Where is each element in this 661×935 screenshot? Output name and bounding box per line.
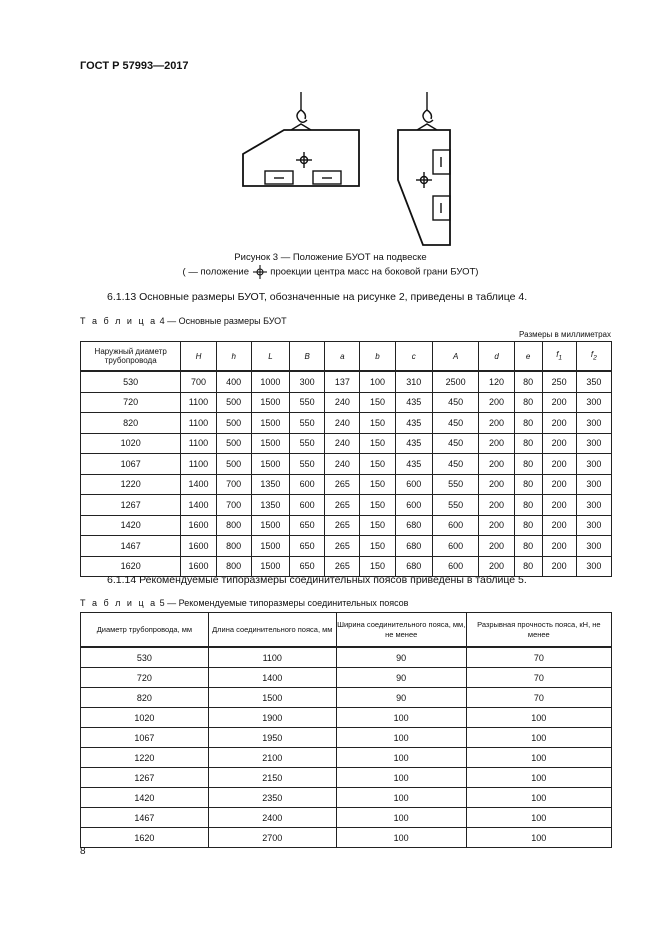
table-cell: 1467 [81,536,181,557]
table-cell: 1600 [181,536,216,557]
table-cell: 150 [360,536,395,557]
table-cell: 1600 [181,556,216,577]
table-cell: 100 [466,788,611,808]
figure-caption-note [0,265,661,280]
table-cell: 80 [514,474,542,495]
table-cell: 300 [576,536,611,557]
table-4-header-cell: h [216,342,251,372]
table-row [81,708,612,728]
table-row [81,495,612,516]
table-4-header-cell: e [514,342,542,372]
table-cell: 1100 [181,433,216,454]
table-cell: 820 [81,413,181,434]
table-cell: 530 [81,647,209,668]
table-cell: 530 [81,371,181,392]
table-cell: 1420 [81,515,181,536]
table-cell: 240 [325,413,360,434]
table-cell: 650 [290,515,325,536]
table-cell: 435 [395,392,432,413]
table-cell: 240 [325,454,360,475]
table-cell: 800 [216,556,251,577]
table-cell: 1500 [251,392,289,413]
table-cell: 100 [336,768,466,788]
table-5-belt-sizes [80,612,612,848]
table-cell: 80 [514,454,542,475]
table-cell: 450 [432,392,479,413]
table-cell: 500 [216,413,251,434]
table-cell: 310 [395,371,432,392]
table-cell: 550 [432,474,479,495]
table-cell: 100 [360,371,395,392]
table-cell: 200 [479,474,514,495]
table-cell: 720 [81,668,209,688]
table-cell: 1620 [81,556,181,577]
table-cell: 100 [336,788,466,808]
table-cell: 700 [216,495,251,516]
table-cell: 1400 [181,495,216,516]
table-cell: 150 [360,474,395,495]
table-cell: 150 [360,413,395,434]
table-cell: 100 [336,748,466,768]
table-cell: 720 [81,392,181,413]
table-cell: 137 [325,371,360,392]
table-cell: 600 [290,474,325,495]
table-cell: 2350 [208,788,336,808]
table-cell: 680 [395,515,432,536]
table-cell: 200 [479,495,514,516]
table-cell: 600 [432,556,479,577]
table-cell: 150 [360,556,395,577]
table-cell: 1100 [208,647,336,668]
table-cell: 100 [466,768,611,788]
table-4-caption [80,316,287,326]
table-row [81,413,612,434]
table-cell: 1400 [208,668,336,688]
table-cell: 700 [216,474,251,495]
document-header: ГОСТ Р 57993—2017 [80,60,189,72]
table-cell: 435 [395,454,432,475]
table-cell: 200 [479,392,514,413]
table-cell: 680 [395,536,432,557]
table-cell: 2700 [208,828,336,848]
table-cell: 800 [216,536,251,557]
table-cell: 1500 [251,556,289,577]
table-cell: 200 [542,474,576,495]
figure-caption [0,251,661,280]
table-cell: 1020 [81,708,209,728]
table-cell: 265 [325,556,360,577]
table-cell: 100 [336,708,466,728]
table-cell: 80 [514,392,542,413]
table-cell: 200 [479,536,514,557]
table-cell: 550 [290,392,325,413]
table-5-header-cell: Длина соединительного пояса, мм [208,613,336,648]
table-row [81,371,612,392]
table-cell: 1400 [181,474,216,495]
table-cell: 1267 [81,768,209,788]
table-cell: 300 [576,433,611,454]
table-4-number: 4 [159,316,165,326]
table-4-header-row [81,342,612,372]
table-4-header-cell: $f_2$ [576,342,611,372]
table-cell: 1500 [251,433,289,454]
table-cell: 80 [514,413,542,434]
table-row [81,536,612,557]
table-cell: 1500 [208,688,336,708]
table-cell: 120 [479,371,514,392]
table-cell: 70 [466,688,611,708]
table-cell: 200 [542,556,576,577]
table-cell: 600 [432,515,479,536]
table-4-header-cell: H [181,342,216,372]
table-cell: 150 [360,392,395,413]
table-4-header-cell: b [360,342,395,372]
table-cell: 2100 [208,748,336,768]
figure-caption-title: Рисунок 3 — Положение БУОТ на подвеске [234,252,427,263]
table-cell: 200 [542,495,576,516]
table-row [81,668,612,688]
table-5-caption [80,598,408,608]
table-cell: 1420 [81,788,209,808]
table-row [81,808,612,828]
table-cell: 80 [514,371,542,392]
table-cell: 265 [325,495,360,516]
caption-note-end: проекции центра масс на боковой грани БУОТ) [270,266,479,278]
table-cell: 240 [325,433,360,454]
table-cell: 800 [216,515,251,536]
table-row [81,454,612,475]
table-cell: 150 [360,433,395,454]
table-4-header-cell: A [432,342,479,372]
table-row [81,647,612,668]
table-cell: 265 [325,474,360,495]
table-cell: 1100 [181,454,216,475]
table-cell: 2150 [208,768,336,788]
table-cell: 1900 [208,708,336,728]
table-cell: 1950 [208,728,336,748]
table-cell: 200 [479,433,514,454]
table-cell: 450 [432,433,479,454]
table-cell: 550 [290,433,325,454]
table-cell: 650 [290,556,325,577]
table-cell: 80 [514,536,542,557]
table-4-header-cell: Наружный диаметр трубопровода [81,342,181,372]
table-cell: 450 [432,454,479,475]
table-4-main-dimensions [80,341,612,577]
table-cell: 70 [466,668,611,688]
table-cell: 550 [432,495,479,516]
table-cell: 500 [216,392,251,413]
table-cell: 650 [290,536,325,557]
table-cell: 300 [576,454,611,475]
table-cell: 150 [360,515,395,536]
table-cell: 1467 [81,808,209,828]
table-5-header-cell: Диаметр трубопровода, мм [81,613,209,648]
table-cell: 80 [514,515,542,536]
table-cell: 700 [181,371,216,392]
table-cell: 80 [514,556,542,577]
table-row [81,768,612,788]
paragraph-6-1-14: 6.1.14 Рекомендуемые типоразмеры соединительных поясов приведены в таблице 5. [107,574,527,586]
table-cell: 2500 [432,371,479,392]
table-cell: 200 [542,454,576,475]
table-cell: 300 [290,371,325,392]
table-cell: 550 [290,454,325,475]
table-cell: 300 [576,392,611,413]
table-cell: 200 [542,392,576,413]
table-row [81,788,612,808]
table-4-header-cell: L [251,342,289,372]
table-cell: 200 [542,433,576,454]
table-5-header-row [81,613,612,648]
table-cell: 70 [466,647,611,668]
table-cell: 300 [576,495,611,516]
table-cell: 1100 [181,392,216,413]
table-cell: 265 [325,536,360,557]
table-cell: 1067 [81,454,181,475]
table-cell: 300 [576,474,611,495]
table-cell: 2400 [208,808,336,828]
table-4-label: Т а б л и ц а [80,316,158,326]
table-cell: 600 [395,474,432,495]
table-cell: 200 [479,413,514,434]
table-cell: 90 [336,668,466,688]
table-row [81,474,612,495]
table-4-header-cell: d [479,342,514,372]
table-row [81,515,612,536]
table-cell: 300 [576,413,611,434]
table-cell: 1220 [81,748,209,768]
table-cell: 435 [395,433,432,454]
table-cell: 450 [432,413,479,434]
table-cell: 1000 [251,371,289,392]
table-cell: 100 [466,748,611,768]
table-5-number: 5 [159,598,165,608]
table-5-header-cell: Ширина соединительного пояса, мм, не менее [336,613,466,648]
table-cell: 300 [576,556,611,577]
table-cell: 90 [336,647,466,668]
table-4-header-cell: B [290,342,325,372]
table-cell: 400 [216,371,251,392]
table-cell: 100 [336,828,466,848]
table-cell: 80 [514,433,542,454]
table-cell: 1500 [251,413,289,434]
table-4-header-cell: a [325,342,360,372]
table-row [81,433,612,454]
table-cell: 550 [290,413,325,434]
table-4-header-cell: c [395,342,432,372]
table-cell: 100 [466,708,611,728]
table-cell: 265 [325,515,360,536]
caption-note-start: ( — положение [182,266,250,278]
table-5-label: Т а б л и ц а [80,598,158,608]
right-view [398,92,450,245]
units-note: Размеры в миллиметрах [519,330,611,339]
table-cell: 435 [395,413,432,434]
table-5-title: — Рекомендуемые типоразмеры соединительных поясов [167,598,409,608]
table-cell: 1600 [181,515,216,536]
table-4-title: — Основные размеры БУОТ [167,316,287,326]
table-cell: 350 [576,371,611,392]
table-cell: 100 [466,828,611,848]
table-cell: 80 [514,495,542,516]
table-row [81,748,612,768]
table-cell: 1500 [251,536,289,557]
table-cell: 200 [479,556,514,577]
table-cell: 250 [542,371,576,392]
table-cell: 600 [395,495,432,516]
table-cell: 100 [336,808,466,828]
table-cell: 100 [336,728,466,748]
table-row [81,728,612,748]
table-4-header-cell: $f_1$ [542,342,576,372]
table-cell: 100 [466,728,611,748]
table-cell: 150 [360,495,395,516]
table-cell: 240 [325,392,360,413]
table-cell: 90 [336,688,466,708]
paragraph-6-1-13: 6.1.13 Основные размеры БУОТ, обозначенные на рисунке 2, приведены в таблице 4. [107,291,528,303]
table-cell: 1500 [251,454,289,475]
table-cell: 1267 [81,495,181,516]
table-cell: 1350 [251,474,289,495]
table-5-header-cell: Разрывная прочность пояса, кН, не менее [466,613,611,648]
table-cell: 1020 [81,433,181,454]
table-cell: 1220 [81,474,181,495]
figure-3-drawing [235,88,475,248]
page-number: 8 [80,846,86,857]
table-cell: 200 [542,515,576,536]
table-cell: 200 [542,536,576,557]
table-cell: 100 [466,808,611,828]
table-cell: 600 [290,495,325,516]
center-of-mass-icon [252,265,268,279]
table-cell: 1100 [181,413,216,434]
table-row [81,392,612,413]
table-cell: 200 [542,413,576,434]
table-cell: 300 [576,515,611,536]
table-cell: 1067 [81,728,209,748]
table-cell: 680 [395,556,432,577]
table-cell: 200 [479,515,514,536]
table-cell: 600 [432,536,479,557]
table-row [81,688,612,708]
table-cell: 500 [216,433,251,454]
left-view [243,92,359,186]
table-cell: 200 [479,454,514,475]
table-cell: 1620 [81,828,209,848]
table-cell: 1500 [251,515,289,536]
table-cell: 820 [81,688,209,708]
table-row [81,828,612,848]
table-cell: 500 [216,454,251,475]
table-cell: 1350 [251,495,289,516]
table-cell: 150 [360,454,395,475]
